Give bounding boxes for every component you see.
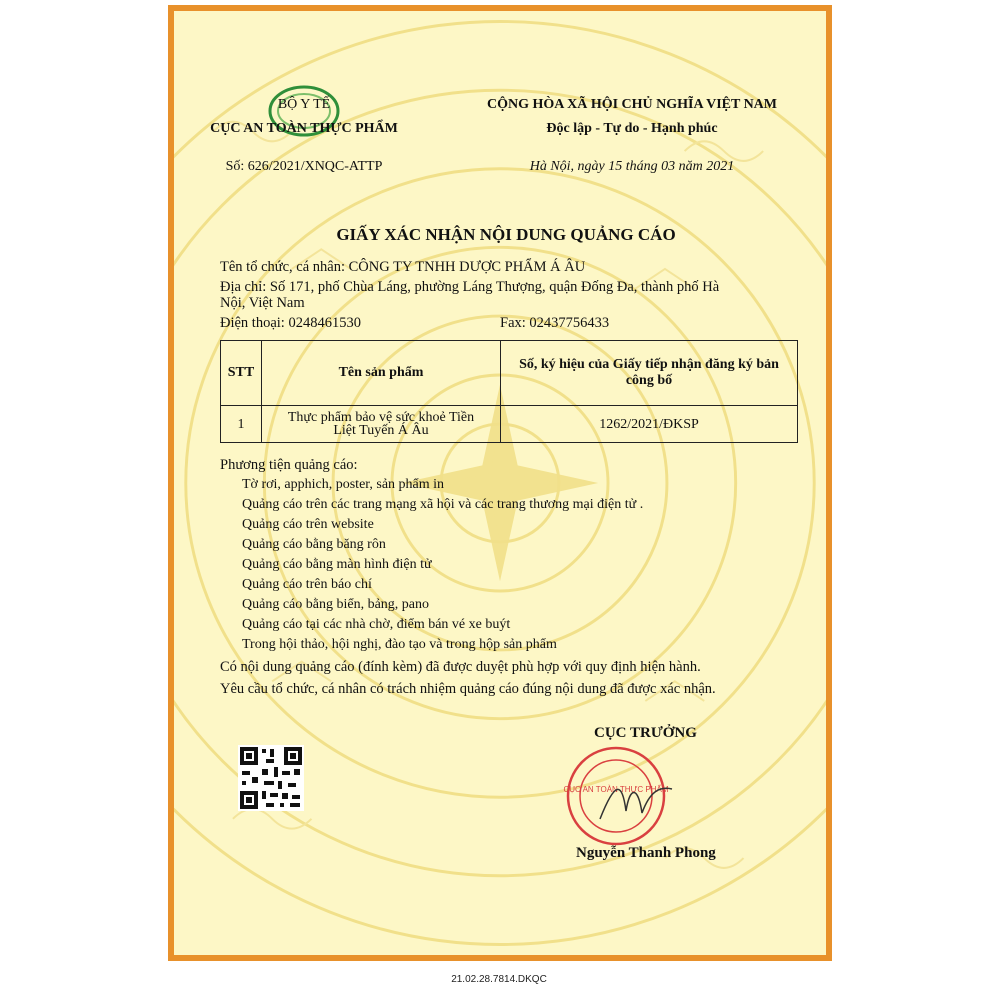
media-item: Quảng cáo trên các trang mạng xã hội và các trang thương mại điện tử . bbox=[242, 497, 644, 512]
header-registration-line2: công bố bbox=[625, 373, 673, 388]
product-name-line2: Liệt Tuyến Á Âu bbox=[333, 423, 429, 438]
media-item: Quảng cáo trên website bbox=[242, 517, 374, 532]
issue-date: Hà Nội, ngày 15 tháng 03 năm 2021 bbox=[529, 159, 735, 174]
row-product-name bbox=[262, 406, 501, 443]
signatory-role: CỤC TRƯỞNG bbox=[594, 725, 697, 741]
document-title: GIẤY XÁC NHẬN NỘI DUNG QUẢNG CÁO bbox=[336, 225, 676, 244]
organization-address-line1: Địa chỉ: Số 171, phố Chùa Láng, phường Láng Thượng, quận Đống Đa, thành phố Hà bbox=[220, 279, 720, 295]
row-stt: 1 bbox=[221, 406, 262, 443]
header-stt: STT bbox=[221, 341, 262, 406]
country-name: CỘNG HÒA XÃ HỘI CHỦ NGHĨA VIỆT NAM bbox=[486, 97, 777, 112]
table-header-row bbox=[221, 341, 798, 406]
ministry-name: BỘ Y TẾ bbox=[277, 97, 331, 112]
media-item: Quảng cáo tại các nhà chờ, điểm bán vé xe buýt bbox=[242, 617, 511, 632]
organization-address-line2: Nội, Việt Nam bbox=[220, 295, 305, 311]
organization-phone: Điện thoại: 0248461530 bbox=[220, 315, 361, 331]
header-registration-line1: Số, ký hiệu của Giấy tiếp nhận đăng ký bản bbox=[519, 357, 779, 372]
organization-name: Tên tổ chức, cá nhân: CÔNG TY TNHH DƯỢC PHẨM Á ÂU bbox=[220, 259, 586, 275]
national-motto: Độc lập - Tự do - Hạnh phúc bbox=[546, 121, 718, 136]
stamp-text: CỤC AN TOÀN THỰC PHẨM bbox=[563, 785, 669, 794]
header-registration-number bbox=[501, 341, 798, 406]
closing-requirement: Yêu cầu tổ chức, cá nhân có trách nhiệm quảng cáo đúng nội dung đã được xác nhận. bbox=[220, 681, 716, 697]
table-row bbox=[221, 406, 798, 443]
department-name: CỤC AN TOÀN THỰC PHẨM bbox=[210, 121, 398, 136]
media-item: Quảng cáo trên báo chí bbox=[242, 577, 372, 592]
media-item: Quảng cáo bằng băng rôn bbox=[242, 537, 386, 552]
official-stamp bbox=[560, 741, 680, 851]
closing-approval: Có nội dung quảng cáo (đính kèm) đã được duyệt phù hợp với quy định hiện hành. bbox=[220, 659, 701, 675]
media-item: Tờ rơi, apphich, poster, sản phẩm in bbox=[242, 477, 445, 492]
document-number: Số: 626/2021/XNQC-ATTP bbox=[225, 159, 383, 174]
organization-fax: Fax: 02437756433 bbox=[500, 315, 610, 331]
media-item: Trong hội thảo, hội nghị, đào tạo và trong hộp sản phẩm bbox=[242, 637, 557, 652]
footer-code: 21.02.28.7814.DKQC bbox=[451, 974, 547, 985]
media-item: Quảng cáo bằng màn hình điện tử bbox=[242, 557, 432, 572]
row-registration-number: 1262/2021/ĐKSP bbox=[501, 406, 798, 443]
certificate-frame bbox=[168, 5, 832, 961]
qr-code bbox=[238, 745, 304, 811]
signatory-name: Nguyễn Thanh Phong bbox=[576, 845, 716, 861]
product-table bbox=[220, 340, 798, 443]
header-product-name: Tên sản phẩm bbox=[262, 341, 501, 406]
media-label: Phương tiện quảng cáo: bbox=[220, 457, 358, 473]
media-item: Quảng cáo bằng biển, bảng, pano bbox=[242, 597, 429, 612]
product-name-line1: Thực phẩm bảo vệ sức khoẻ Tiền bbox=[287, 410, 475, 425]
